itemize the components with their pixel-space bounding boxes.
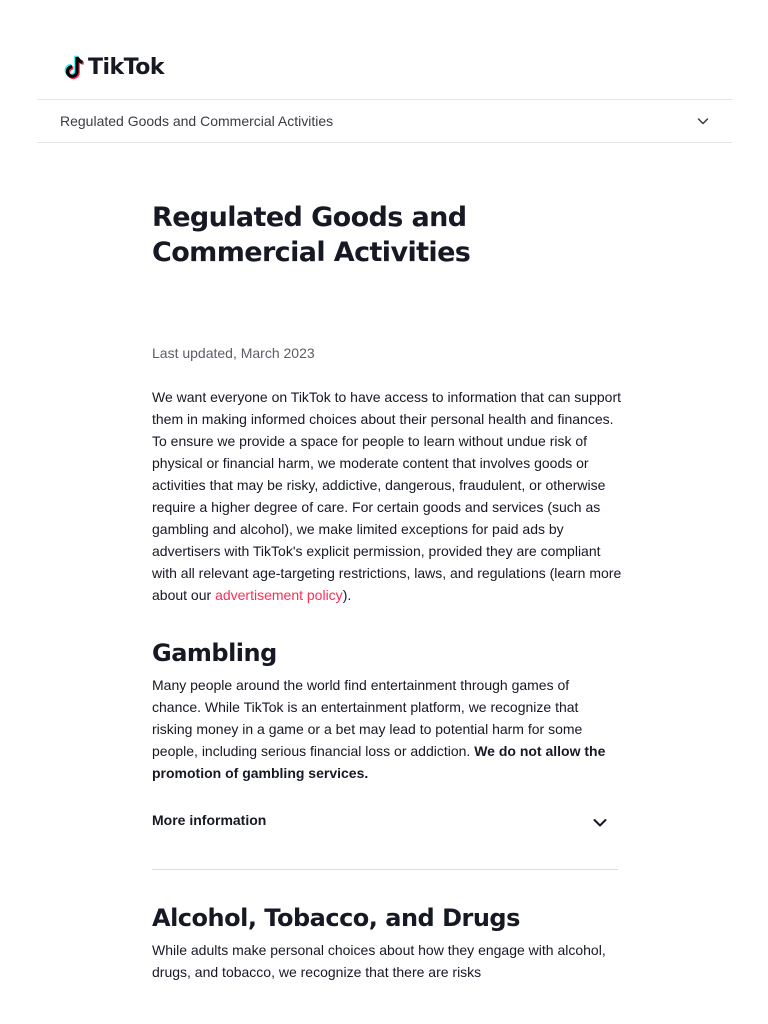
alcohol-tobacco-drugs-heading: Alcohol, Tobacco, and Drugs	[152, 904, 520, 932]
article	[152, 200, 622, 983]
advertisement-policy-link[interactable]: advertisement policy	[215, 587, 343, 603]
gambling-policy-statement: We do not allow the promotion of gambling services.	[152, 743, 606, 781]
tiktok-note-icon	[60, 54, 86, 82]
gambling-more-information-toggle[interactable]	[152, 809, 618, 870]
page-title: Regulated Goods and Commercial Activities	[152, 202, 471, 268]
more-information-label: More information	[152, 812, 267, 828]
section-dropdown[interactable]	[37, 99, 732, 143]
alcohol-paragraph: While adults make personal choices about how they engage with alcohol, drugs, and tobacco, we recognize that there are risks	[152, 942, 606, 980]
last-updated-date: Last updated, March 2023	[152, 345, 315, 361]
gambling-heading: Gambling	[152, 639, 277, 667]
gambling-paragraph	[152, 674, 622, 784]
intro-text: We want everyone on TikTok to have access to information that can support them in making informed choices about their personal health and finances. To ensure we provide a space for people to learn without undue risk of physical or financial harm, we moderate content that involves goods or activities that may be risky, addictive, dangerous, fraudulent, or otherwise require a higher degree of care. For certain goods and services (such as gambling and alcohol), we make limited exceptions for paid ads by advertisers with TikTok's explicit permission, provided they are compliant with all relevant age-targeting restrictions, laws, and regulations (learn more about our	[152, 389, 622, 603]
chevron-down-icon	[592, 815, 608, 831]
section-dropdown-label: Regulated Goods and Commercial Activities	[60, 113, 334, 129]
tiktok-logo[interactable]	[60, 53, 164, 83]
intro-paragraph	[152, 386, 622, 606]
intro-end: ).	[342, 587, 352, 603]
logo-wordmark: TikTok	[88, 55, 165, 80]
gambling-text: Many people around the world find entertainment through games of chance. While TikTok is an entertainment platform, we recognize that risking money in a game or a bet may lead to potential harm for some people, including serious financial loss or addiction.	[152, 677, 583, 759]
chevron-down-icon	[696, 114, 710, 128]
site-header	[0, 0, 768, 100]
